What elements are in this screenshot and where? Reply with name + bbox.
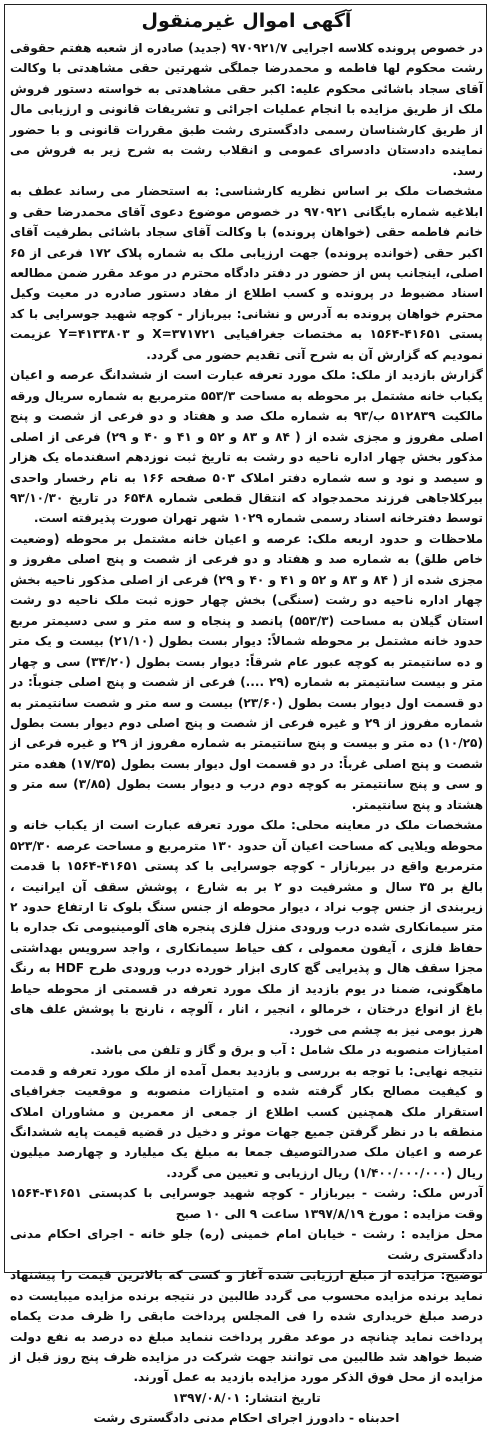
paragraph-final-result: نتیجه نهایی: با توجه به بررسی و بازدید بعمل آمده از ملک مورد تعرفه و قدمت و کیفیت مصالح بکار گرفته شده و امتیازات منصوبه و موقعیت جغرافیای استقرار ملک همچنین کسب اطلاع از جمعی از معمرین و مشاوران املاک منطقه با در نظر گرفتن جمیع جهات موثر و دخیل در قضیه قیمت پایه ششدانگ عرصه و اعیان ملک صدرالتوصیف جمعا به مبلغ یک میلیارد و چهارصد میلیون ریال (۱/۴۰۰/۰۰۰/۰۰۰) ریال ارزیابی و تعیین می گردد.: [10, 1063, 483, 1180]
paragraph-auction-place: محل مزایده : رشت - خیابان امام خمینی (ره) جلو خانه - اجرای احکام مدنی دادگستری رشت: [10, 1227, 483, 1262]
paragraph-site-inspection: مشخصات ملک در معاینه محلی: ملک مورد تعرفه عبارت است از یکباب خانه و محوطه ویلایی که مساحت اعیان آن حدود ۱۳۰ مترمربع و مساحت عرصه ۵۲۳/۳۰ مترمربع واقع در بیربازار - کوچه جوسرایی با کد پستی ۴۱۶۵۱-۱۵۶۴ با قدمت بالغ بر ۳۵ سال و مشرفیت دو ۲ بر به شارع ، پوشش سقف آن ایرانیت ، زیربندی از جنس چوب نراد ، دیوار محوطه از جنس سنگ بلوک تا ارتفاع حدود ۲ متر سیمانکاری شده درب ورودی منزل فلزی پنجره های آلومینیومی تک جداره با حفاظ فلزی ، آیفون معمولی ، کف حیاط سیمانکاری ، واجد سرویس بهداشتی مجزا سقف هال و پذیرایی گچ کاری ابزار خورده درب ورودی طرح HDF به رنگ ماهگونی، ضمنا در یوم بازدید از ملک مورد تعرفه در قسمتی از محوطه حیاط باغ از انواع درختان ، خرمالو ، انجیر ، انار ، آلوچه ، نارنج با پوشش علف های هرز بومی نیز به چشم می خورد.: [10, 818, 483, 1037]
paragraph-address-time: آدرس ملک: رشت - بیربازار - کوچه شهید جوسرایی با کدپستی ۴۱۶۵۱-۱۵۶۴ وقت مزایده : مورخ ۱۳۹۷/۸/۱۹ ساعت ۹ الی ۱۰ صبح: [10, 1186, 483, 1221]
signature: احدبناه - دادورز اجرای احکام مدنی دادگستری رشت: [93, 1411, 400, 1426]
paragraph-utilities: امتیازات منصوبه در ملک شامل : آب و برق و گاز و تلفن می باشد.: [90, 1043, 483, 1058]
paragraph-boundaries: ملاحظات و حدود اربعه ملک: عرصه و اعیان خانه مشتمل بر محوطه (وضعیت خاص طلق) به شماره صد و هفتاد و دو فرعی از شصت و پنج اصلی مفروز و مجزی شده از ( ۸۴ و ۸۳ و ۵۲ و ۴۱ و ۴۰ و ۲۹) فرعی از اصلی مذکور ناحیه بخش چهار اداره ناحیه دو رشت (سنگی) بخش چهار حوزه ثبت ملک ناحیه دو رشت استان گیلان به مساحت (۵۵۳/۳) پانصد و پنجاه و سه متر و سی دسیمتر مربع حدود خانه مشتمل بر محوطه شمالاً: دیوار بست بطول (۲۱/۱۰) بیست و یک متر و ده سانتیمتر به کوچه عبور عام شرقاً: دیوار بست بطول (۳۴/۲۰) سی و چهار متر و بیست سانتیمتر به شماره (۲۹ ....) فرعی از شصت و پنج اصلی جنوباً: در دو قسمت اول دیوار بست بطول (۲۳/۶۰) بیست و سه متر و شصت سانتیمتر به شماره مفروز از ۲۹ و غیره فرعی از شصت و پنج اصلی دوم دیوار بست بطول (۱۰/۲۵) ده متر و بیست و پنج سانتیمتر به شماره مفروز از ۲۹ و غیره فرعی از شصت و پنج اصلی غرباً: در دو قسمت اول دیوار بست بطول (۱۷/۳۵) هفده متر و سی و پنج سانتیمتر به کوچه دوم درب و دیوار بست بطول (۳/۸۵) سه متر و هشتاد و پنج سانتیمتر.: [10, 531, 484, 812]
paragraph-inspection-report: گزارش بازدید از ملک: ملک مورد تعرفه عبارت است از ششدانگ عرصه و اعیان یکباب خانه مشتمل بر محوطه به مساحت ۵۵۳/۳ مترمربع به شماره سریال ورقه مالکیت ۵۱۲۸۳۹ ب/۹۳ به شماره ملک صد و هفتاد و دو فرعی از شصت و پنج اصلی مفروز و مجزی شده از ( ۸۴ و ۸۳ و ۵۲ و ۴۱ و ۴۰ و ۲۹) فرعی از اصلی مذکور بخش چهار اداره ناحیه دو رشت به تاریخ ثبت نوزدهم اسفندماه یک هزار و سیصد و نود و سه شماره دفتر املاک ۵۰۳ صفحه ۱۶۶ به نام رخسار واحدی بیرکلاجاهی فرزند محمدجواد که انتقال قطعی شماره ۶۵۴۸ در تاریخ ۹۳/۱۰/۳۰ توسط دفترخانه اسناد رسمی شماره ۱۰۲۹ شهر تهران صورت پذیرفته است.: [10, 368, 483, 526]
paragraph-explanation: توضیح: مزایده از مبلغ ارزیابی شده آغاز و کسی که بالاترین قیمت را پیشنهاد نماید برنده مزایده محسوب می گردد طالبین در نتیجه برنده مزایده میبایست ده درصد مبلغ خریداری شده را فی المجلس پرداخت مابقی را ظرف مدت یکماه پرداخت نماید چنانچه در موعد مقرر پرداخت ننماید مبلغ ده درصد به نفع دولت ضبط خواهد شد طالبین می توانند جهت شرکت در مزایده ظرف پنج روز قبل از مزایده از محل فوق الذکر مورد مزایده بازدید به عمل آورند.: [10, 1268, 483, 1385]
publish-date: تاریخ انتشار: ۱۳۹۷/۰۸/۰۱: [172, 1390, 321, 1405]
notice-title: آگهی اموال غیرمنقول: [141, 10, 352, 32]
paragraph-expert-opinion: مشخصات ملک بر اساس نظریه کارشناسی: به استحضار می رساند عطف به ابلاغیه شماره بایگانی ۹۷۰۹۲۱ در خصوص موضوع دعوی آقای محمدرضا حقی و خانم فاطمه حقی (خواهان پرونده) با وکالت آقای سجاد باشائی بطرفیت آقای اکبر حقی (خوانده پرونده) جهت ارزیابی ملک به شماره پلاک ۱۷۲ فرعی از ۶۵ اصلی، اینجانب پس از حضور در دفتر دادگاه محترم در موعد مقرر ضمن مطالعه اسناد مضبوط در پرونده و کسب اطلاع از مفاد دستور صادره در معیت وکیل محترم خواهان پرونده به آدرس و نشانی: بیربازار - کوچه شهید جوسرایی با کد پستی ۴۱۶۵۱-۱۵۶۴ به مختصات جغرافیایی X=۳۷۱۷۲۱ و Y=۴۱۳۳۸۰۳ عزیمت نمودیم که گزارش آن به شرح آتی تقدیم حضور می گردد.: [10, 184, 483, 362]
paragraph-intro: در خصوص پرونده کلاسه اجرایی ۹۷۰۹۲۱/۷ (جدید) صادره از شعبه هفتم حقوقی رشت محکوم لها فاطمه و محمدرضا جملگی شهرتین حقی مشاهدتی با وکالت آقای سجاد باشائی محکوم علیه: اکبر حقی مشاهدتی به خواسته دستور فروش ملک از طریق مزایده با انجام عملیات اجرائی و تشریفات قانونی و ارزیابی مال از طریق کارشناسان رسمی دادگستری رشت طبق مقررات قانونی و با حضور نماینده دادستان دادسرای عمومی و انقلاب رشت به شرح زیر به فروش می رسد.: [10, 41, 483, 178]
notice-document: [10, 8, 484, 1426]
